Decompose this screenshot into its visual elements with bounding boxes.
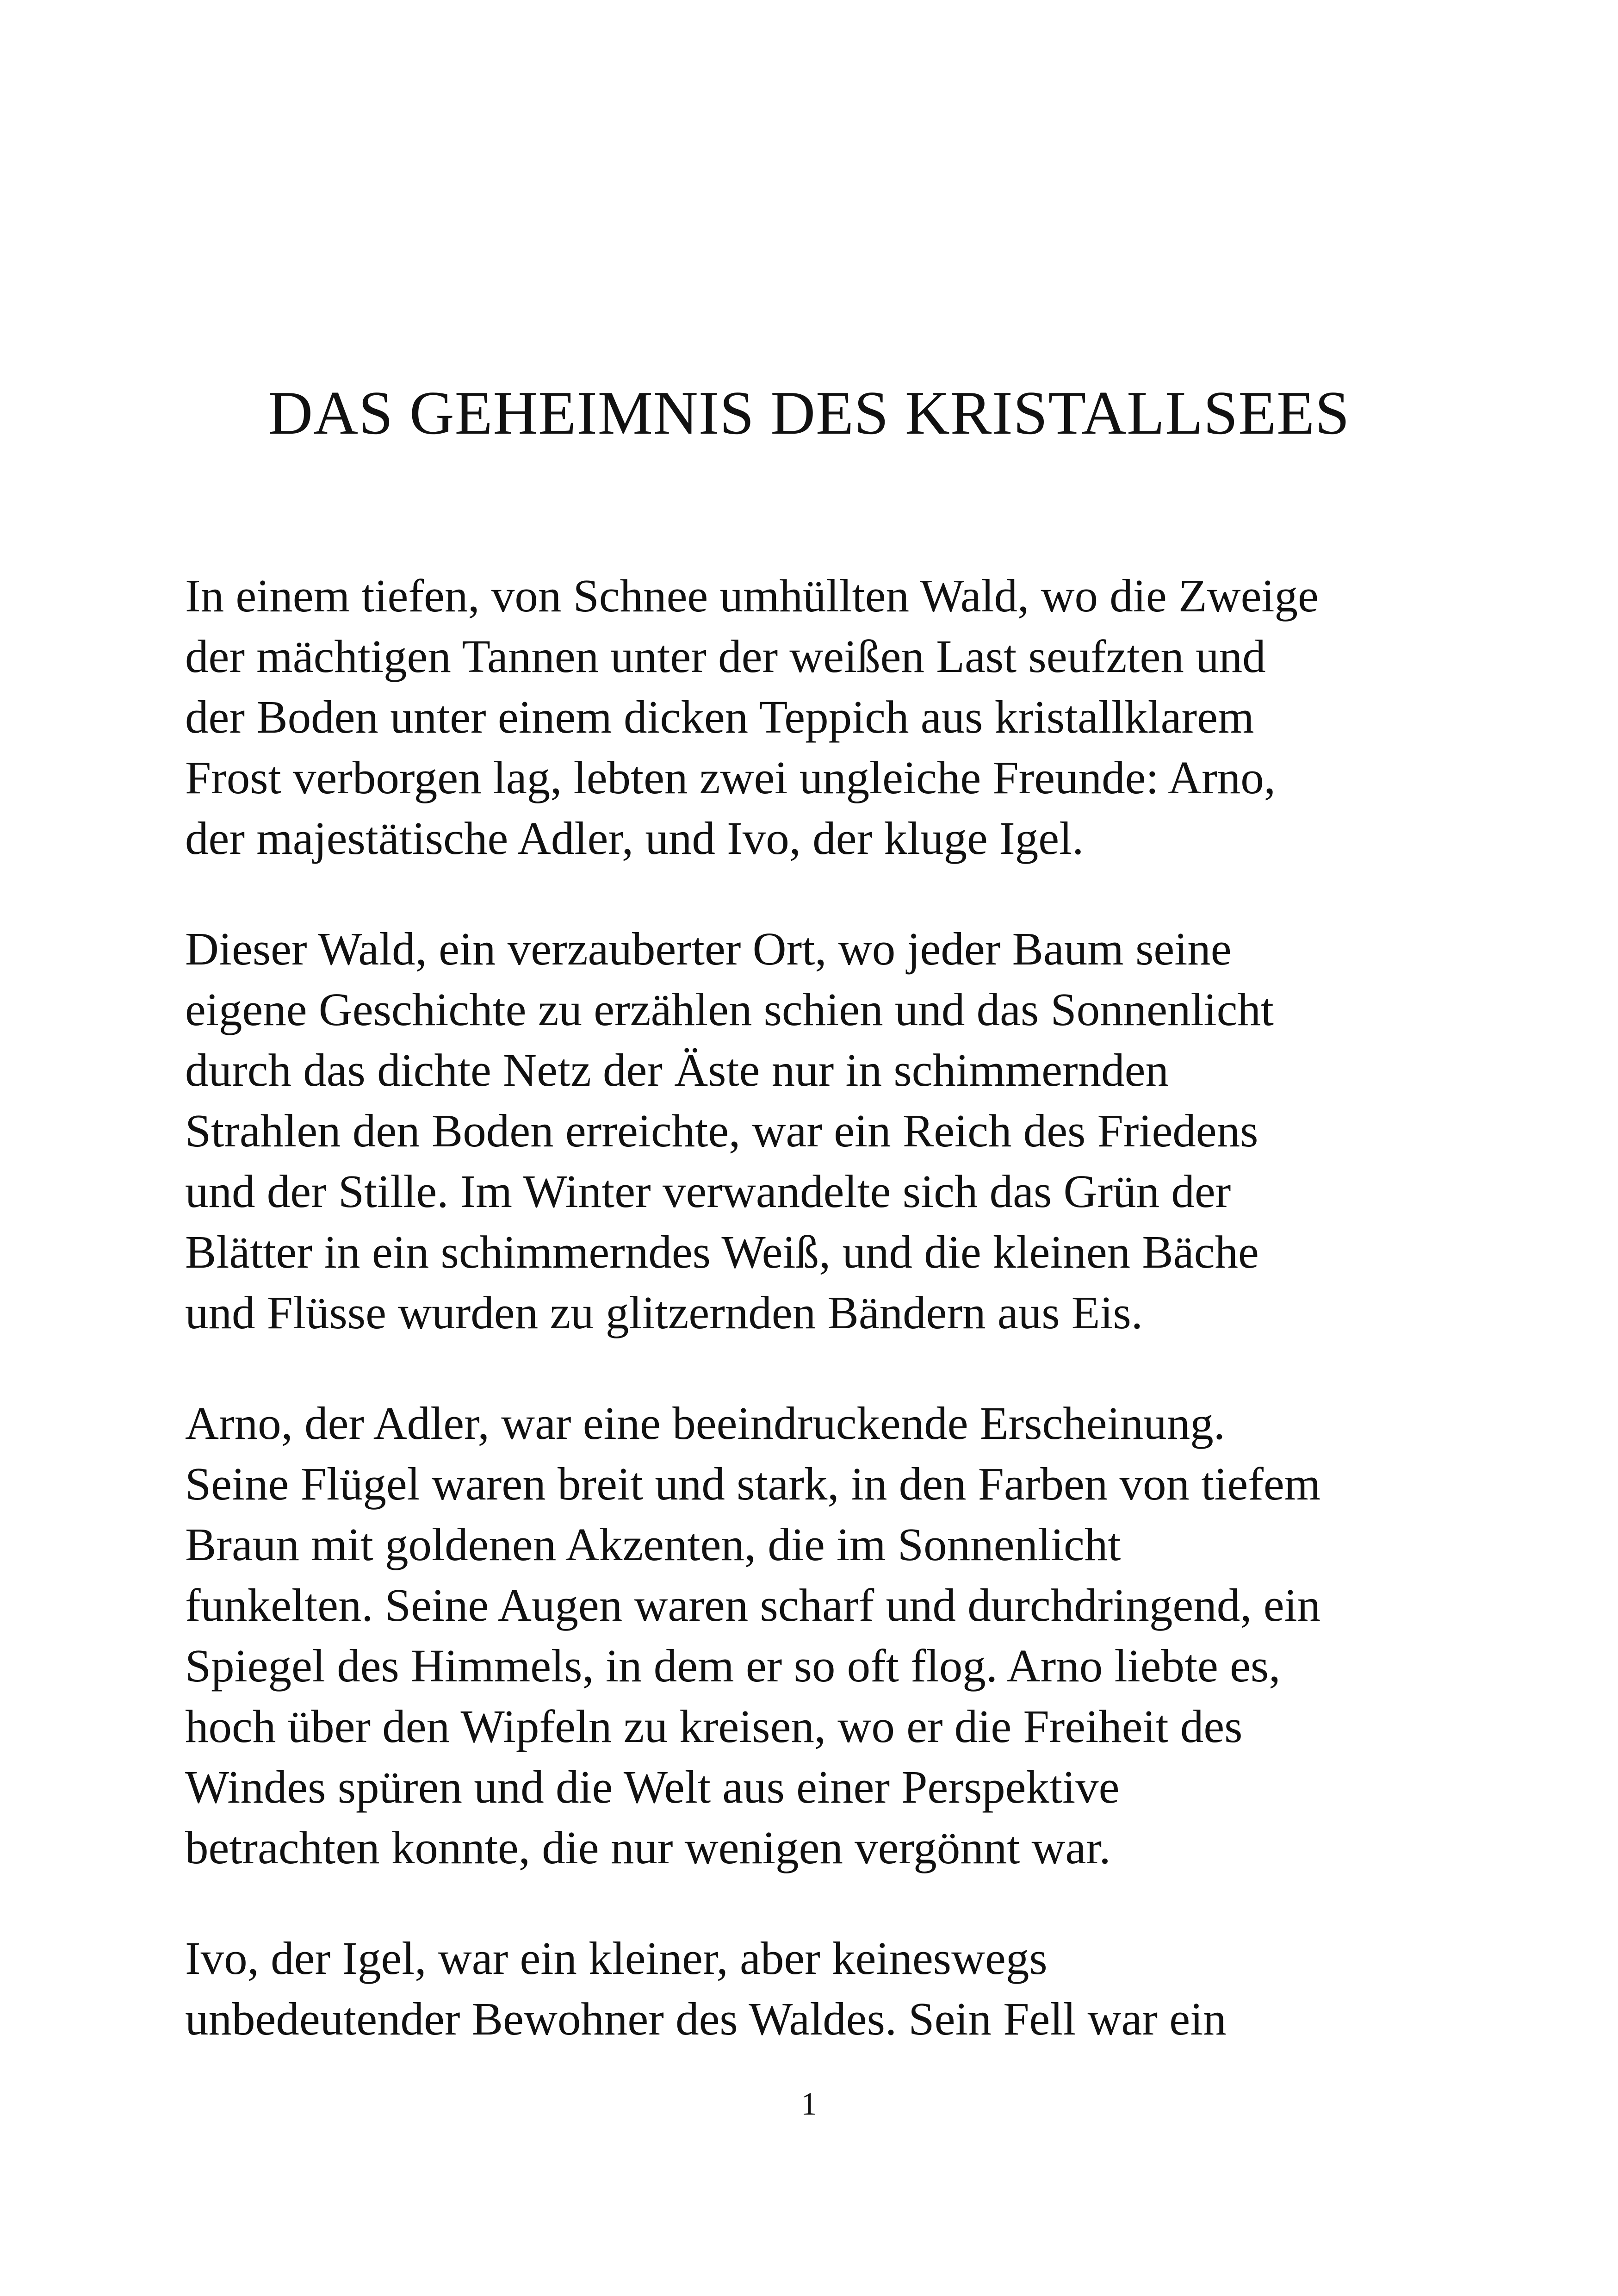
text-line: Strahlen den Boden erreichte, war ein Reich des Friedens	[185, 1105, 1258, 1157]
text-line: Spiegel des Himmels, in dem er so oft flog. Arno liebte es,	[185, 1640, 1281, 1692]
paragraph	[185, 566, 1490, 869]
text-line: durch das dichte Netz der Äste nur in schimmernden	[185, 1044, 1169, 1096]
page-title: DAS GEHEIMNIS DES KRISTALLSEES	[268, 379, 1350, 447]
text-line: Ivo, der Igel, war ein kleiner, aber keineswegs	[185, 1932, 1048, 1984]
text-line: Braun mit goldenen Akzenten, die im Sonnenlicht	[185, 1518, 1121, 1570]
text-line: betrachten konnte, die nur wenigen vergönnt war.	[185, 1822, 1111, 1873]
text-line: Arno, der Adler, war eine beeindruckende Erscheinung.	[185, 1397, 1225, 1449]
text-line: Dieser Wald, ein verzauberter Ort, wo jeder Baum seine	[185, 923, 1232, 975]
paragraph	[185, 919, 1490, 1343]
text-line: der majestätische Adler, und Ivo, der kluge Igel.	[185, 812, 1084, 864]
text-line: Seine Flügel waren breit und stark, in den Farben von tiefem	[185, 1458, 1321, 1510]
body-text	[185, 566, 1490, 2099]
paragraph	[185, 1928, 1490, 2049]
text-line: Frost verborgen lag, lebten zwei ungleiche Freunde: Arno,	[185, 752, 1276, 803]
text-line: der Boden unter einem dicken Teppich aus kristallklarem	[185, 691, 1254, 743]
text-line: Windes spüren und die Welt aus einer Perspektive	[185, 1761, 1120, 1813]
text-line: und der Stille. Im Winter verwandelte sich das Grün der	[185, 1165, 1231, 1217]
page-number: 1	[801, 2086, 817, 2122]
text-line: hoch über den Wipfeln zu kreisen, wo er die Freiheit des	[185, 1700, 1243, 1752]
text-line: unbedeutender Bewohner des Waldes. Sein Fell war ein	[185, 1993, 1227, 2045]
text-line: funkelten. Seine Augen waren scharf und durchdringend, ein	[185, 1579, 1321, 1631]
text-line: In einem tiefen, von Schnee umhüllten Wald, wo die Zweige	[185, 570, 1319, 622]
text-line: Blätter in ein schimmerndes Weiß, und die kleinen Bäche	[185, 1226, 1259, 1278]
text-line: eigene Geschichte zu erzählen schien und das Sonnenlicht	[185, 983, 1274, 1035]
text-line: der mächtigen Tannen unter der weißen Last seufzten und	[185, 630, 1266, 682]
paragraph	[185, 1393, 1490, 1878]
text-line: und Flüsse wurden zu glitzernden Bändern aus Eis.	[185, 1287, 1143, 1338]
